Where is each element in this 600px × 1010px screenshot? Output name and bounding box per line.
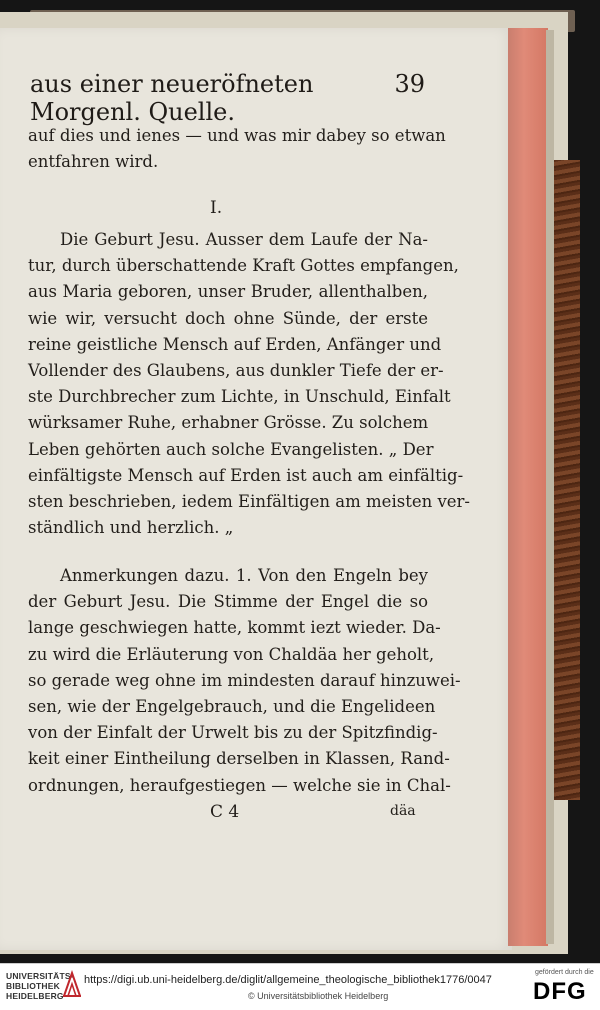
text-line: auf dies und ienes — und was mir dabey so etwan	[28, 126, 446, 145]
text-line: entfahren wird.	[28, 152, 159, 172]
text-line: sen, wie der Engelgebrauch, und die Engelideen	[28, 696, 436, 716]
page-number: 39	[394, 70, 425, 98]
text-line: der Geburt Jesu. Die Stimme der Engel die so	[28, 592, 428, 612]
text-line: ständlich und herzlich. „	[28, 518, 234, 538]
text-line: lange geschwiegen hatte, kommt iezt wieder. Da-	[28, 618, 441, 638]
text-line: Vollender des Glaubens, aus dunkler Tiefe der er-	[28, 360, 444, 380]
text-line: so gerade weg ohne im mindesten darauf hinzuwei-	[28, 670, 461, 690]
text-line: wie wir, versucht doch ohne Sünde, der erste	[28, 308, 428, 328]
signature-mark: C 4	[210, 802, 240, 822]
text-line: ste Durchbrecher zum Lichte, in Unschuld, Einfalt	[28, 387, 451, 407]
text-line: sten beschrieben, iedem Einfältigen am meisten ver-	[28, 491, 471, 511]
text-line: Leben gehörten auch solche Evangelisten. „ Der	[28, 439, 434, 459]
text-line: keit einer Eintheilung derselben in Klassen, Rand-	[28, 749, 450, 769]
footer-bar	[0, 963, 600, 1010]
text-line: einfältigste Mensch auf Erden ist auch am einfältig-	[28, 465, 464, 485]
page-edge-red	[508, 28, 548, 946]
text-line: zu wird die Erläuterung von Chaldäa her geholt,	[28, 644, 435, 664]
text-line: reine geistliche Mensch auf Erden, Anfänger und	[28, 334, 442, 354]
text-line: aus Maria geboren, unser Bruder, allenthalben,	[28, 282, 428, 302]
running-header	[30, 70, 425, 126]
dfg-logo: DFG	[533, 978, 587, 1005]
library-name-line: BIBLIOTHEK	[6, 981, 60, 991]
library-logo-icon	[62, 970, 82, 998]
text-line: von der Einfalt der Urwelt bis zu der Spitzfindig-	[28, 723, 438, 743]
page-edge-shadow	[546, 30, 554, 944]
running-title: aus einer neueröfneten Morgenl. Quelle.	[30, 70, 314, 126]
text-line: ordnungen, heraufgestiegen — welche sie in Chal-	[28, 775, 451, 795]
library-name-line: HEIDELBERG	[6, 991, 64, 1001]
paragraph-2	[28, 227, 471, 541]
text-line: würksamer Ruhe, erhabner Grösse. Zu solchem	[28, 413, 429, 433]
section-number: I.	[210, 198, 223, 218]
funder-label: gefördert durch die	[535, 969, 594, 976]
text-line: Die Geburt Jesu. Ausser dem Laufe der Na-	[60, 230, 428, 249]
permalink-url[interactable]: https://digi.ub.uni-heidelberg.de/diglit/allgemeine_theologische_bibliothek1776/0047	[84, 974, 492, 986]
paragraph-1	[28, 123, 446, 175]
library-name-line: UNIVERSITÄTS-	[6, 971, 74, 981]
catchword: däa	[390, 803, 416, 819]
copyright-notice: © Universitätsbibliothek Heidelberg	[248, 991, 389, 1001]
paragraph-3	[28, 563, 461, 799]
text-line: tur, durch überschattende Kraft Gottes empfangen,	[28, 256, 459, 276]
text-line: Anmerkungen dazu. 1. Von den Engeln bey	[60, 566, 428, 585]
